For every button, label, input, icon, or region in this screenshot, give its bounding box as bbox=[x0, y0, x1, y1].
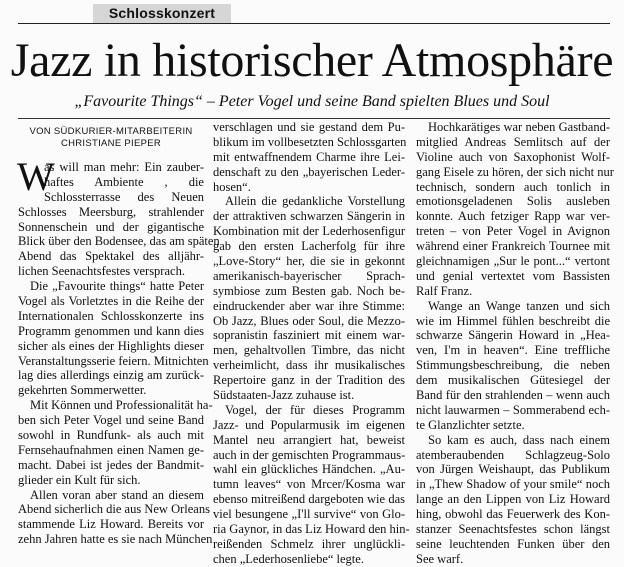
text-line: Blick über den Bodensee, das am späten bbox=[18, 234, 220, 249]
text-line: „Love-Story“ her, die sie in gekonnt bbox=[213, 254, 405, 269]
text-line: in „Thew Shadow of your smile“ noch bbox=[416, 477, 610, 492]
text-line: stammende Liz Howard. Bereits vor bbox=[18, 517, 204, 532]
text-line: haftes Ambiente , die bbox=[44, 174, 204, 189]
text-line: ebenso mitreißend dargeboten wie das bbox=[213, 492, 405, 507]
article-paragraph bbox=[416, 299, 610, 433]
text-line: Fernsehaufnahmen einen Namen ge- bbox=[18, 442, 204, 457]
text-line: Schlosses Meersburg, strahlender bbox=[18, 204, 204, 219]
text-line: verschlagen und sie gestand dem Pu- bbox=[213, 120, 405, 134]
text-line: technisch, sondern auch tonlich in bbox=[416, 179, 610, 194]
text-line: hosen“. bbox=[213, 179, 251, 194]
text-line: schwarze Sängerin Howard in „Hea- bbox=[416, 328, 610, 343]
text-line: Kombination mit der Lederhosenfigur bbox=[213, 224, 405, 239]
subheadline: „Favourite Things“ – Peter Vogel und seine Band spielten Blues und Soul bbox=[74, 93, 550, 110]
text-line: Programm genommen und kann dies bbox=[18, 323, 204, 338]
text-line: reißenden Schmelz ihrer unglückli- bbox=[213, 536, 405, 551]
text-line: Internationalen Schlosskonzerte ins bbox=[18, 308, 204, 323]
text-line: während einer Frankreich Tournee mit bbox=[416, 239, 610, 254]
text-line: mit entwaffnendem Charme ihre Lei- bbox=[213, 149, 405, 164]
text-line: lange an den Lippen von Liz Howard bbox=[416, 492, 610, 507]
article-paragraph bbox=[416, 433, 610, 567]
text-line: verheimlicht, dass ihr musikalisches bbox=[213, 358, 405, 373]
article-paragraph bbox=[416, 120, 614, 299]
byline-line: CHRISTIANE PIEPER bbox=[60, 138, 162, 149]
text-line: Vogel als Vorletztes in die Reihe der bbox=[18, 294, 204, 309]
text-line: gab den ersten Lacherfolg für ihre bbox=[213, 239, 405, 254]
text-line: Die „Favourite things“ hatte Peter bbox=[30, 279, 204, 294]
text-line: Violine auch von Saxophonist Wolf- bbox=[416, 149, 610, 164]
text-line: eindruckender aber war ihre Stimme: bbox=[213, 298, 405, 313]
text-line: zehn Jahren hatte es sie nach München bbox=[18, 532, 213, 547]
text-line: Abend sicherlich die aus New Orleans bbox=[18, 502, 210, 517]
text-line: seine leuchtenden Funken über den bbox=[416, 536, 610, 551]
text-line: blikum im vollbesetzten Schlossgarten bbox=[213, 134, 407, 149]
headline: Jazz in historischer Atmosphäre bbox=[10, 34, 614, 87]
text-line: Band für den strahlenden – wenn auch bbox=[416, 388, 610, 403]
article-paragraph bbox=[18, 398, 213, 487]
text-line: atemberaubenden Schlagzeug-Solo bbox=[416, 447, 610, 462]
text-line: sicher als eines der Highlights dieser bbox=[18, 338, 204, 353]
text-line: konnte. Auch fetziger Rapp war ver- bbox=[416, 209, 610, 224]
text-line: der attraktiven schwarzen Sängerin in bbox=[213, 209, 405, 224]
article-paragraph bbox=[18, 279, 209, 398]
text-line: Ob Jazz, Blues oder Soul, die Mezzo- bbox=[213, 313, 405, 328]
text-line: Jazz- und Popularmusik im eigenen bbox=[213, 417, 405, 432]
text-line: hing, obwohl das Feuerwerk des Kon- bbox=[416, 507, 610, 522]
text-line: chen „Lederhosenliebe“ legte. bbox=[213, 551, 364, 566]
text-line: Mit Können und Professionalität ha- bbox=[30, 398, 213, 413]
byline bbox=[18, 126, 204, 150]
text-line: sowohl in Rundfunk- als auch mit bbox=[18, 428, 204, 443]
text-line: sopranistin fasziniert mit einem war- bbox=[213, 328, 405, 343]
header-rule bbox=[18, 23, 610, 24]
column-body bbox=[416, 120, 614, 567]
text-line: Hochkarätiges war neben Gastband- bbox=[428, 120, 610, 134]
text-line: Ralf Franz. bbox=[416, 283, 473, 298]
article-column-3 bbox=[416, 120, 614, 567]
text-line: Repertoire ganz in der Tradition des bbox=[213, 373, 405, 388]
text-line: gang Eisele zu hören, der sich nicht nur bbox=[416, 164, 614, 179]
article-paragraph bbox=[213, 402, 410, 567]
text-line: gleichnamigen „Sur le pont...“ vertont bbox=[416, 254, 610, 269]
text-line: lag dies allerdings einzig am zurück- bbox=[18, 368, 204, 383]
text-line: treten – von Peter Vogel in Avignon bbox=[416, 224, 610, 239]
text-line: viel besungene „I'll survive“ von Glo- bbox=[213, 507, 405, 522]
text-line: Wange an Wange tanzen und sich bbox=[428, 298, 610, 313]
text-line: lichen Seenachtsfestes versprach. bbox=[18, 264, 185, 279]
text-line: glieder ein Kult für sich. bbox=[18, 472, 141, 487]
text-line: von Jürgen Weishaupt, das Publikum bbox=[416, 462, 610, 477]
text-line: macht. Dabei ist jedes der Bandmit- bbox=[18, 457, 204, 472]
text-line: Abend das Spektakel des alljähr- bbox=[18, 249, 204, 264]
text-line: denschaft zu den „bayerischen Leder- bbox=[213, 164, 405, 179]
text-line: as will man mehr: Ein zauber- bbox=[44, 160, 204, 174]
article-column-2 bbox=[213, 120, 410, 567]
text-line: ria Gaynor, in das Liz Howard den hin- bbox=[213, 522, 410, 537]
text-line: Allein die gedankliche Vorstellung bbox=[225, 194, 405, 209]
article-column-1 bbox=[17, 120, 220, 547]
text-line: emotionsgeladenen Solis ausleben bbox=[416, 194, 610, 209]
text-line: gekehrten Sommerwetter. bbox=[18, 383, 147, 398]
text-line: auch in der gemischten Programmaus- bbox=[213, 447, 406, 462]
drop-cap: W bbox=[17, 154, 55, 199]
text-line: dem musikalischen Gütesiegel der bbox=[416, 373, 610, 388]
text-line: ben sich Peter Vogel und seine Band bbox=[18, 413, 204, 428]
text-line: stanzer Seenachtsfestes schon längst bbox=[416, 522, 610, 537]
column-body bbox=[17, 154, 220, 547]
text-line: amerikanisch-bayerischer Sprach- bbox=[213, 268, 405, 283]
text-line: nicht lauwarmen – Sommerabend ech- bbox=[416, 402, 610, 417]
text-line: ven, I'm in heaven“. Eine treffliche bbox=[416, 343, 610, 358]
article-paragraph bbox=[213, 120, 405, 194]
article-paragraph bbox=[213, 194, 405, 402]
text-line: Veranstaltungsserie feiern. Mitnichten bbox=[18, 353, 209, 368]
text-line: So kam es auch, dass nach einem bbox=[428, 432, 610, 447]
text-line: und genial vertextet vom Bassisten bbox=[416, 268, 610, 283]
text-line: Mantel neu arrangiert hat, beweist bbox=[213, 432, 405, 447]
text-line: Südstaaten-Jazz zuhause ist. bbox=[213, 388, 355, 403]
section-rubric: Schlosskonzert bbox=[93, 4, 231, 23]
column-body bbox=[213, 120, 410, 567]
text-line: symbiose zum Besten gab. Noch be- bbox=[213, 283, 405, 298]
text-line: te Glanzlichter setzte. bbox=[416, 417, 525, 432]
text-line: men, gehaltvollen Timbre, das nicht bbox=[213, 343, 405, 358]
subheadline-rule bbox=[18, 118, 610, 119]
text-line: See warf. bbox=[416, 551, 464, 566]
article-paragraph bbox=[18, 487, 213, 548]
text-line: tumn leaves“ von Mrcer/Kosma war bbox=[213, 477, 405, 492]
byline-line: VON SÜDKURIER-MITARBEITERIN bbox=[29, 126, 193, 137]
text-line: Allen voran aber stand an diesem bbox=[30, 487, 204, 502]
text-line: Vogel, der für dieses Programm bbox=[225, 402, 405, 417]
text-line: wahl ein glückliches Händchen. „Au- bbox=[213, 462, 405, 477]
text-line: Stimmungsbeschreibung, die neben bbox=[416, 358, 610, 373]
text-line: Schlossterrasse des Neuen bbox=[44, 189, 204, 204]
text-line: wie im Himmel fühlen beschreibt die bbox=[416, 313, 610, 328]
text-line: Sonnenschein und der gigantische bbox=[18, 219, 204, 234]
article-paragraph bbox=[17, 154, 220, 279]
text-line: mitglied Andreas Semlitsch auf der bbox=[416, 134, 610, 149]
